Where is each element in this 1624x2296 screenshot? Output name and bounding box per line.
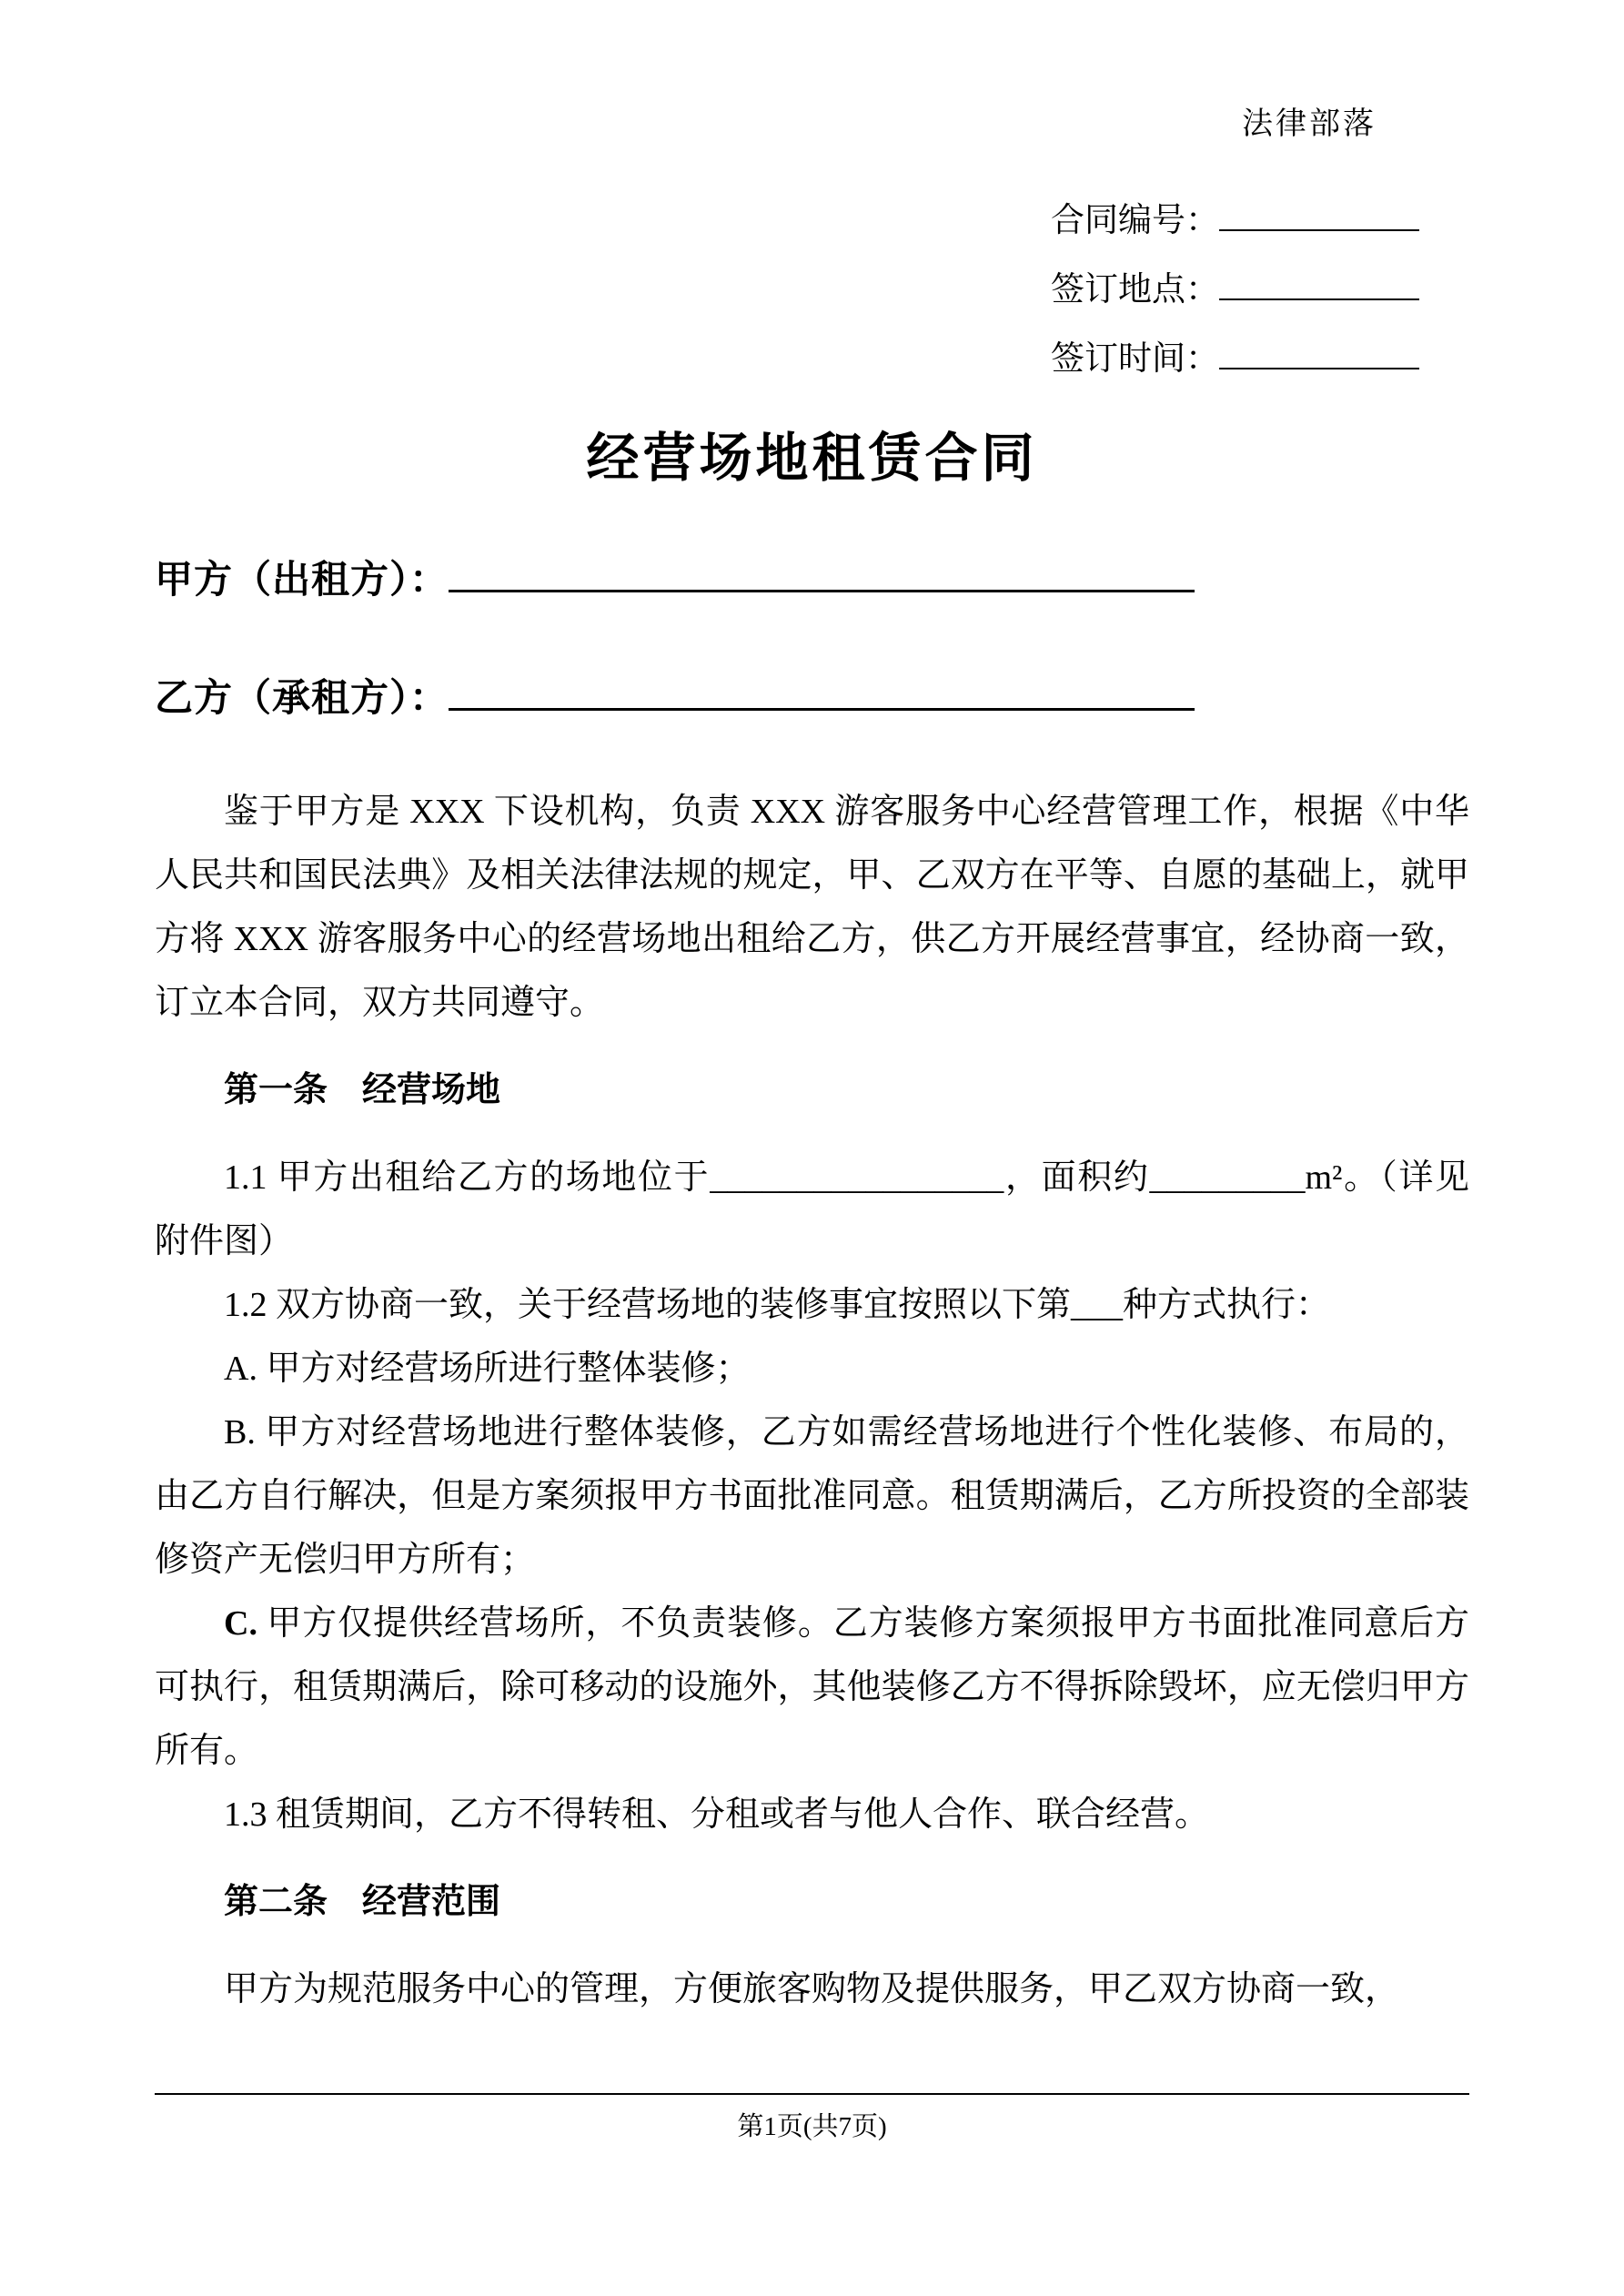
document-title: 经营场地租赁合同 (586, 429, 1038, 488)
page-footer (155, 2093, 1469, 2143)
party-b-row (155, 673, 1469, 725)
clause-1-1: 1.1 甲方出租给乙方的场地位于_________________，面积约_________m²。（详见附件图） (155, 1158, 1469, 1260)
party-a-blank (449, 590, 1195, 592)
section-1-heading: 第一条 经营场地 (224, 1071, 501, 1109)
section-2-body: 甲方为规范服务中心的管理，方便旅客购物及提供服务，甲乙双方协商一致， (224, 1970, 1400, 2008)
clause-1-2-option-c (155, 1592, 1469, 1783)
party-a-row (155, 554, 1469, 607)
sign-place-row (1051, 256, 1469, 325)
contract-number-label: 合同编号： (1051, 202, 1219, 239)
contract-number-blank (1219, 229, 1419, 231)
sign-date-blank (1219, 368, 1419, 369)
sign-place-label: 签订地点： (1051, 271, 1219, 308)
clause-1-3: 1.3 租赁期间，乙方不得转租、分租或者与他人合作、联合经营。 (224, 1795, 1210, 1834)
clause-1-2-option-a: A. 甲方对经营场所进行整体装修； (224, 1350, 751, 1388)
brand-watermark: 法律部落 (1242, 107, 1377, 141)
option-c-lead: C. (224, 1604, 257, 1643)
party-b-label: 乙方（承租方）： (155, 678, 449, 720)
contract-meta (1051, 187, 1469, 394)
party-b-blank (449, 708, 1195, 711)
sign-date-label: 签订时间： (1051, 340, 1219, 378)
section-2-heading: 第二条 经营范围 (224, 1883, 501, 1921)
party-a-label: 甲方（出租方）： (155, 560, 449, 602)
contract-number-row (1051, 187, 1469, 256)
option-c-text: 甲方仅提供经营场所，不负责装修。乙方装修方案须报甲方书面批准同意后方可执行，租赁期满后，除可移动的设施外，其他装修乙方不得拆除毁坏，应无偿归甲方所有。 (155, 1604, 1469, 1770)
page-number: 第1页(共7页) (737, 2112, 887, 2141)
clause-1-2-option-b: B. 甲方对经营场地进行整体装修，乙方如需经营场地进行个性化装修、布局的，由乙方自行解决，但是方案须报甲方书面批准同意。租赁期满后，乙方所投资的全部装修资产无偿归甲方所有； (155, 1413, 1469, 1579)
preamble-paragraph: 鉴于甲方是 XXX 下设机构，负责 XXX 游客服务中心经营管理工作，根据《中华人民共和国民法典》及相关法律法规的规定，甲、乙双方在平等、自愿的基础上，就甲方将 XXX 游客服务中心的经营场地出租给乙方，供乙方开展经营事宜，经协商一致，订立本合同，双方共同遵守。 (155, 793, 1469, 1022)
clause-1-2: 1.2 双方协商一致，关于经营场地的装修事宜按照以下第___种方式执行： (224, 1286, 1331, 1324)
sign-date-row (1051, 325, 1469, 394)
sign-place-blank (1219, 298, 1419, 300)
